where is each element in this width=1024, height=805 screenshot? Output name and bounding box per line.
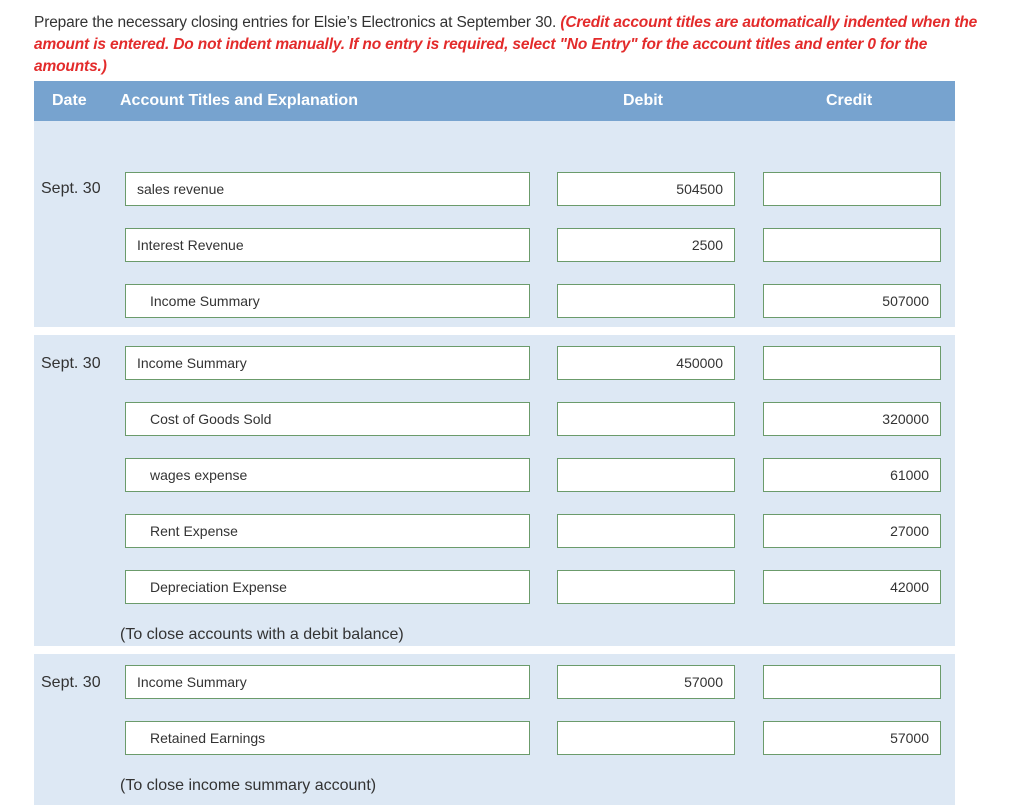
debit-input[interactable] [557, 284, 735, 318]
credit-input[interactable]: 42000 [763, 570, 941, 604]
table-header [34, 81, 955, 121]
header-account-titles: Account Titles and Explanation [120, 92, 358, 109]
account-title-input[interactable]: Cost of Goods Sold [125, 402, 530, 436]
account-title-input[interactable]: wages expense [125, 458, 530, 492]
entry-line [34, 721, 955, 755]
debit-input[interactable] [557, 570, 735, 604]
debit-input[interactable]: 2500 [557, 228, 735, 262]
account-title-input[interactable]: Interest Revenue [125, 228, 530, 262]
debit-input[interactable]: 57000 [557, 665, 735, 699]
debit-input[interactable] [557, 402, 735, 436]
journal-entry-3 [34, 654, 955, 805]
entry-line [34, 402, 955, 436]
entry-line [34, 514, 955, 548]
debit-input[interactable] [557, 458, 735, 492]
journal-entry-1 [34, 121, 955, 327]
credit-input[interactable]: 320000 [763, 402, 941, 436]
credit-input[interactable] [763, 346, 941, 380]
account-title-input[interactable]: Income Summary [125, 665, 530, 699]
entry-explanation: (To close income summary account) [120, 777, 377, 794]
entry-date: Sept. 30 [41, 674, 101, 691]
credit-input[interactable]: 61000 [763, 458, 941, 492]
entry-line [34, 346, 955, 380]
entry-line [34, 228, 955, 262]
header-date: Date [52, 92, 87, 109]
entry-line [34, 284, 955, 318]
entry-date: Sept. 30 [41, 355, 101, 372]
header-debit: Debit [623, 92, 663, 109]
instructions [34, 12, 984, 78]
debit-input[interactable]: 504500 [557, 172, 735, 206]
debit-input[interactable] [557, 721, 735, 755]
credit-input[interactable]: 27000 [763, 514, 941, 548]
instructions-note: (Credit account titles are automatically indented when the amount is entered. Do not indent manually. If no entry is required, select "No Entry" for the account titles and enter 0 for the amounts.) [34, 14, 978, 75]
entry-line [34, 665, 955, 699]
header-credit: Credit [826, 92, 873, 109]
account-title-input[interactable]: sales revenue [125, 172, 530, 206]
account-title-input[interactable]: Income Summary [125, 284, 530, 318]
entry-date: Sept. 30 [41, 180, 101, 197]
credit-input[interactable] [763, 665, 941, 699]
entry-explanation: (To close accounts with a debit balance) [120, 626, 404, 643]
entry-line [34, 570, 955, 604]
credit-input[interactable] [763, 228, 941, 262]
instructions-text: Prepare the necessary closing entries for Elsie’s Electronics at September 30. [34, 14, 557, 31]
credit-input[interactable]: 507000 [763, 284, 941, 318]
entry-line [34, 172, 955, 206]
account-title-input[interactable]: Retained Earnings [125, 721, 530, 755]
journal-entry-table [34, 81, 955, 805]
entry-line [34, 458, 955, 492]
account-title-input[interactable]: Income Summary [125, 346, 530, 380]
account-title-input[interactable]: Depreciation Expense [125, 570, 530, 604]
journal-entry-2 [34, 335, 955, 646]
debit-input[interactable] [557, 514, 735, 548]
credit-input[interactable]: 57000 [763, 721, 941, 755]
credit-input[interactable] [763, 172, 941, 206]
account-title-input[interactable]: Rent Expense [125, 514, 530, 548]
debit-input[interactable]: 450000 [557, 346, 735, 380]
